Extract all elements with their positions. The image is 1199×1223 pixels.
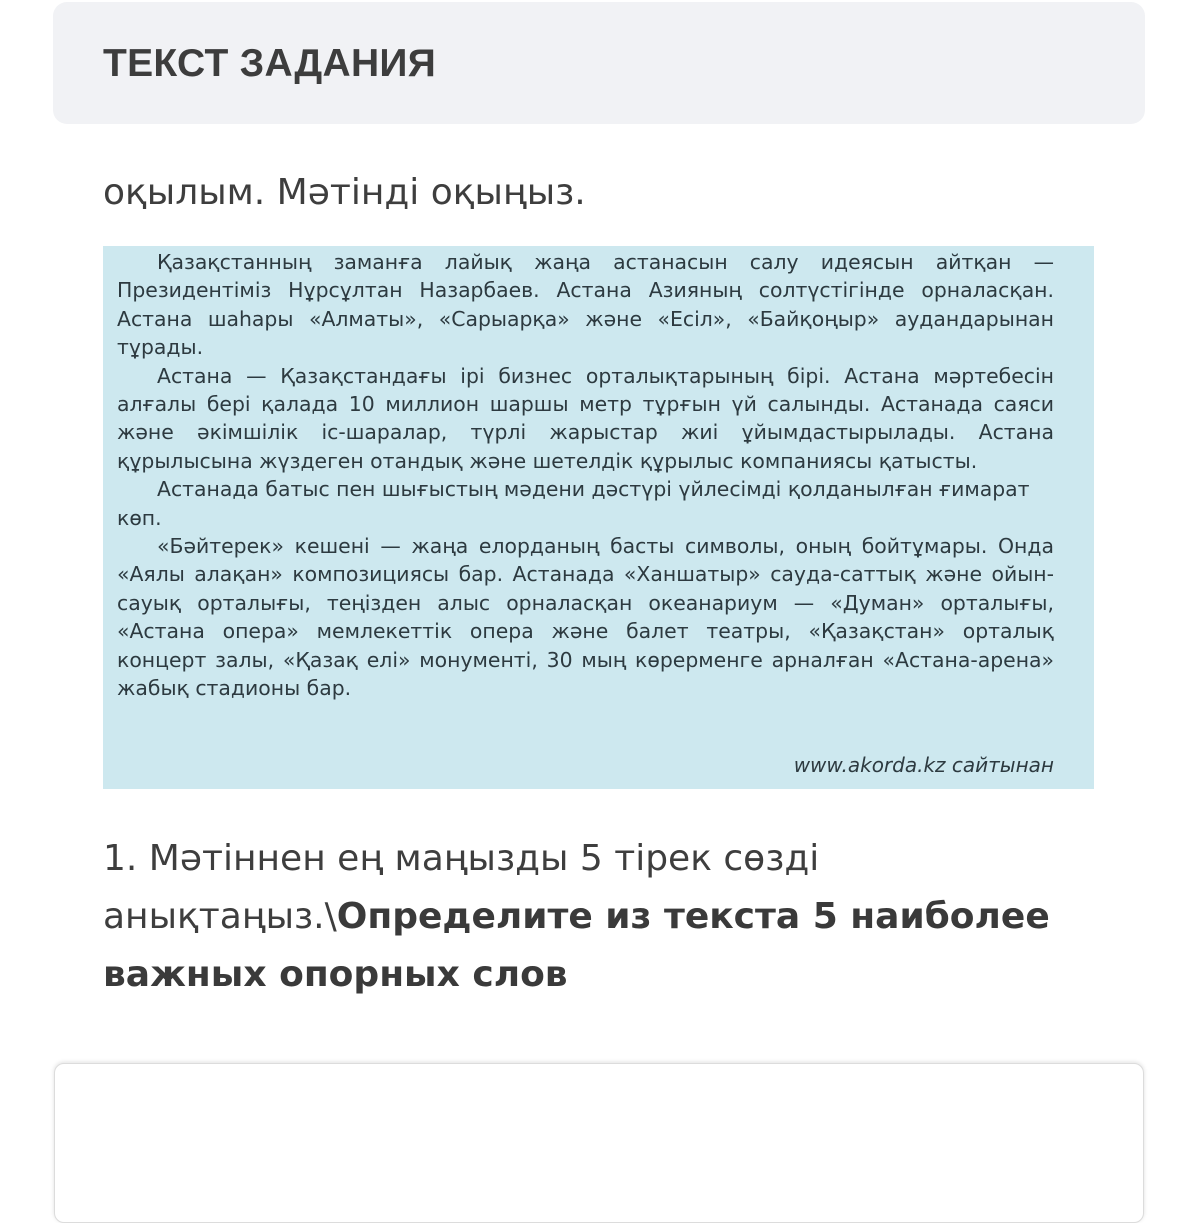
task-header-title: ТЕКСТ ЗАДАНИЯ — [103, 42, 437, 85]
reading-text-box — [103, 246, 1094, 789]
reading-paragraph-1: Қазақстанның заманға лайық жаңа астанасын салу идеясын айтқан — Президентіміз Нұрсұлтан Назарбаев. Астана Азияның солтүстігінде орналасқан. Астана шаһары «Алматы», «Сарыарқа» және «Есіл», «Байқоңыр» аудандарынан тұрады. — [117, 250, 1054, 360]
question-text-kz: 1. Мәтіннен ең маңызды 5 тірек сөзді анықтаңыз.\ — [103, 838, 820, 937]
question-text-ru: Определите из текста 5 наиболее важных опорных слов — [103, 896, 1050, 995]
task-intro: оқылым. Мәтінді оқыңыз. — [103, 172, 586, 213]
reading-paragraph-2: Астана — Қазақстандағы ірі бизнес орталықтарының бірі. Астана мәртебесін алғалы бері қалада 10 миллион шаршы метр тұрғын үй салынды. Астанада саяси және әкімшілік іс-шаралар, түрлі жарыстар жиі ұйымдастырылады. Астана құрылысына жүздеген отандық және шетелдік құрылыс компаниясы қатысты. — [117, 363, 1054, 473]
reading-paragraph-4: «Бәйтерек» кешені — жаңа елорданың басты символы, оның бойтұмары. Онда «Аялы алақан» композициясы бар. Астанада «Ханшатыр» сауда-саттық және ойын-сауық орталығы, теңізден алыс орналасқан океанариум — «Думан» орталығы, «Астана опера» мемлекеттік опера және балет театры, «Қазақстан» орталық концерт залы, «Қазақ елі» монументі, 30 мың көрерменге арналған «Астана-арена» жабық стадионы бар. — [117, 534, 1054, 701]
reading-source: www.akorda.kz сайтынан — [793, 753, 1054, 777]
task-header — [53, 2, 1145, 124]
question-text — [103, 830, 1103, 1004]
reading-paragraph-3: Астанада батыс пен шығыстың мәдени дәстүрі үйлесімді қолданылған ғимарат көп. — [117, 477, 1030, 530]
answer-input-box[interactable] — [54, 1063, 1144, 1223]
